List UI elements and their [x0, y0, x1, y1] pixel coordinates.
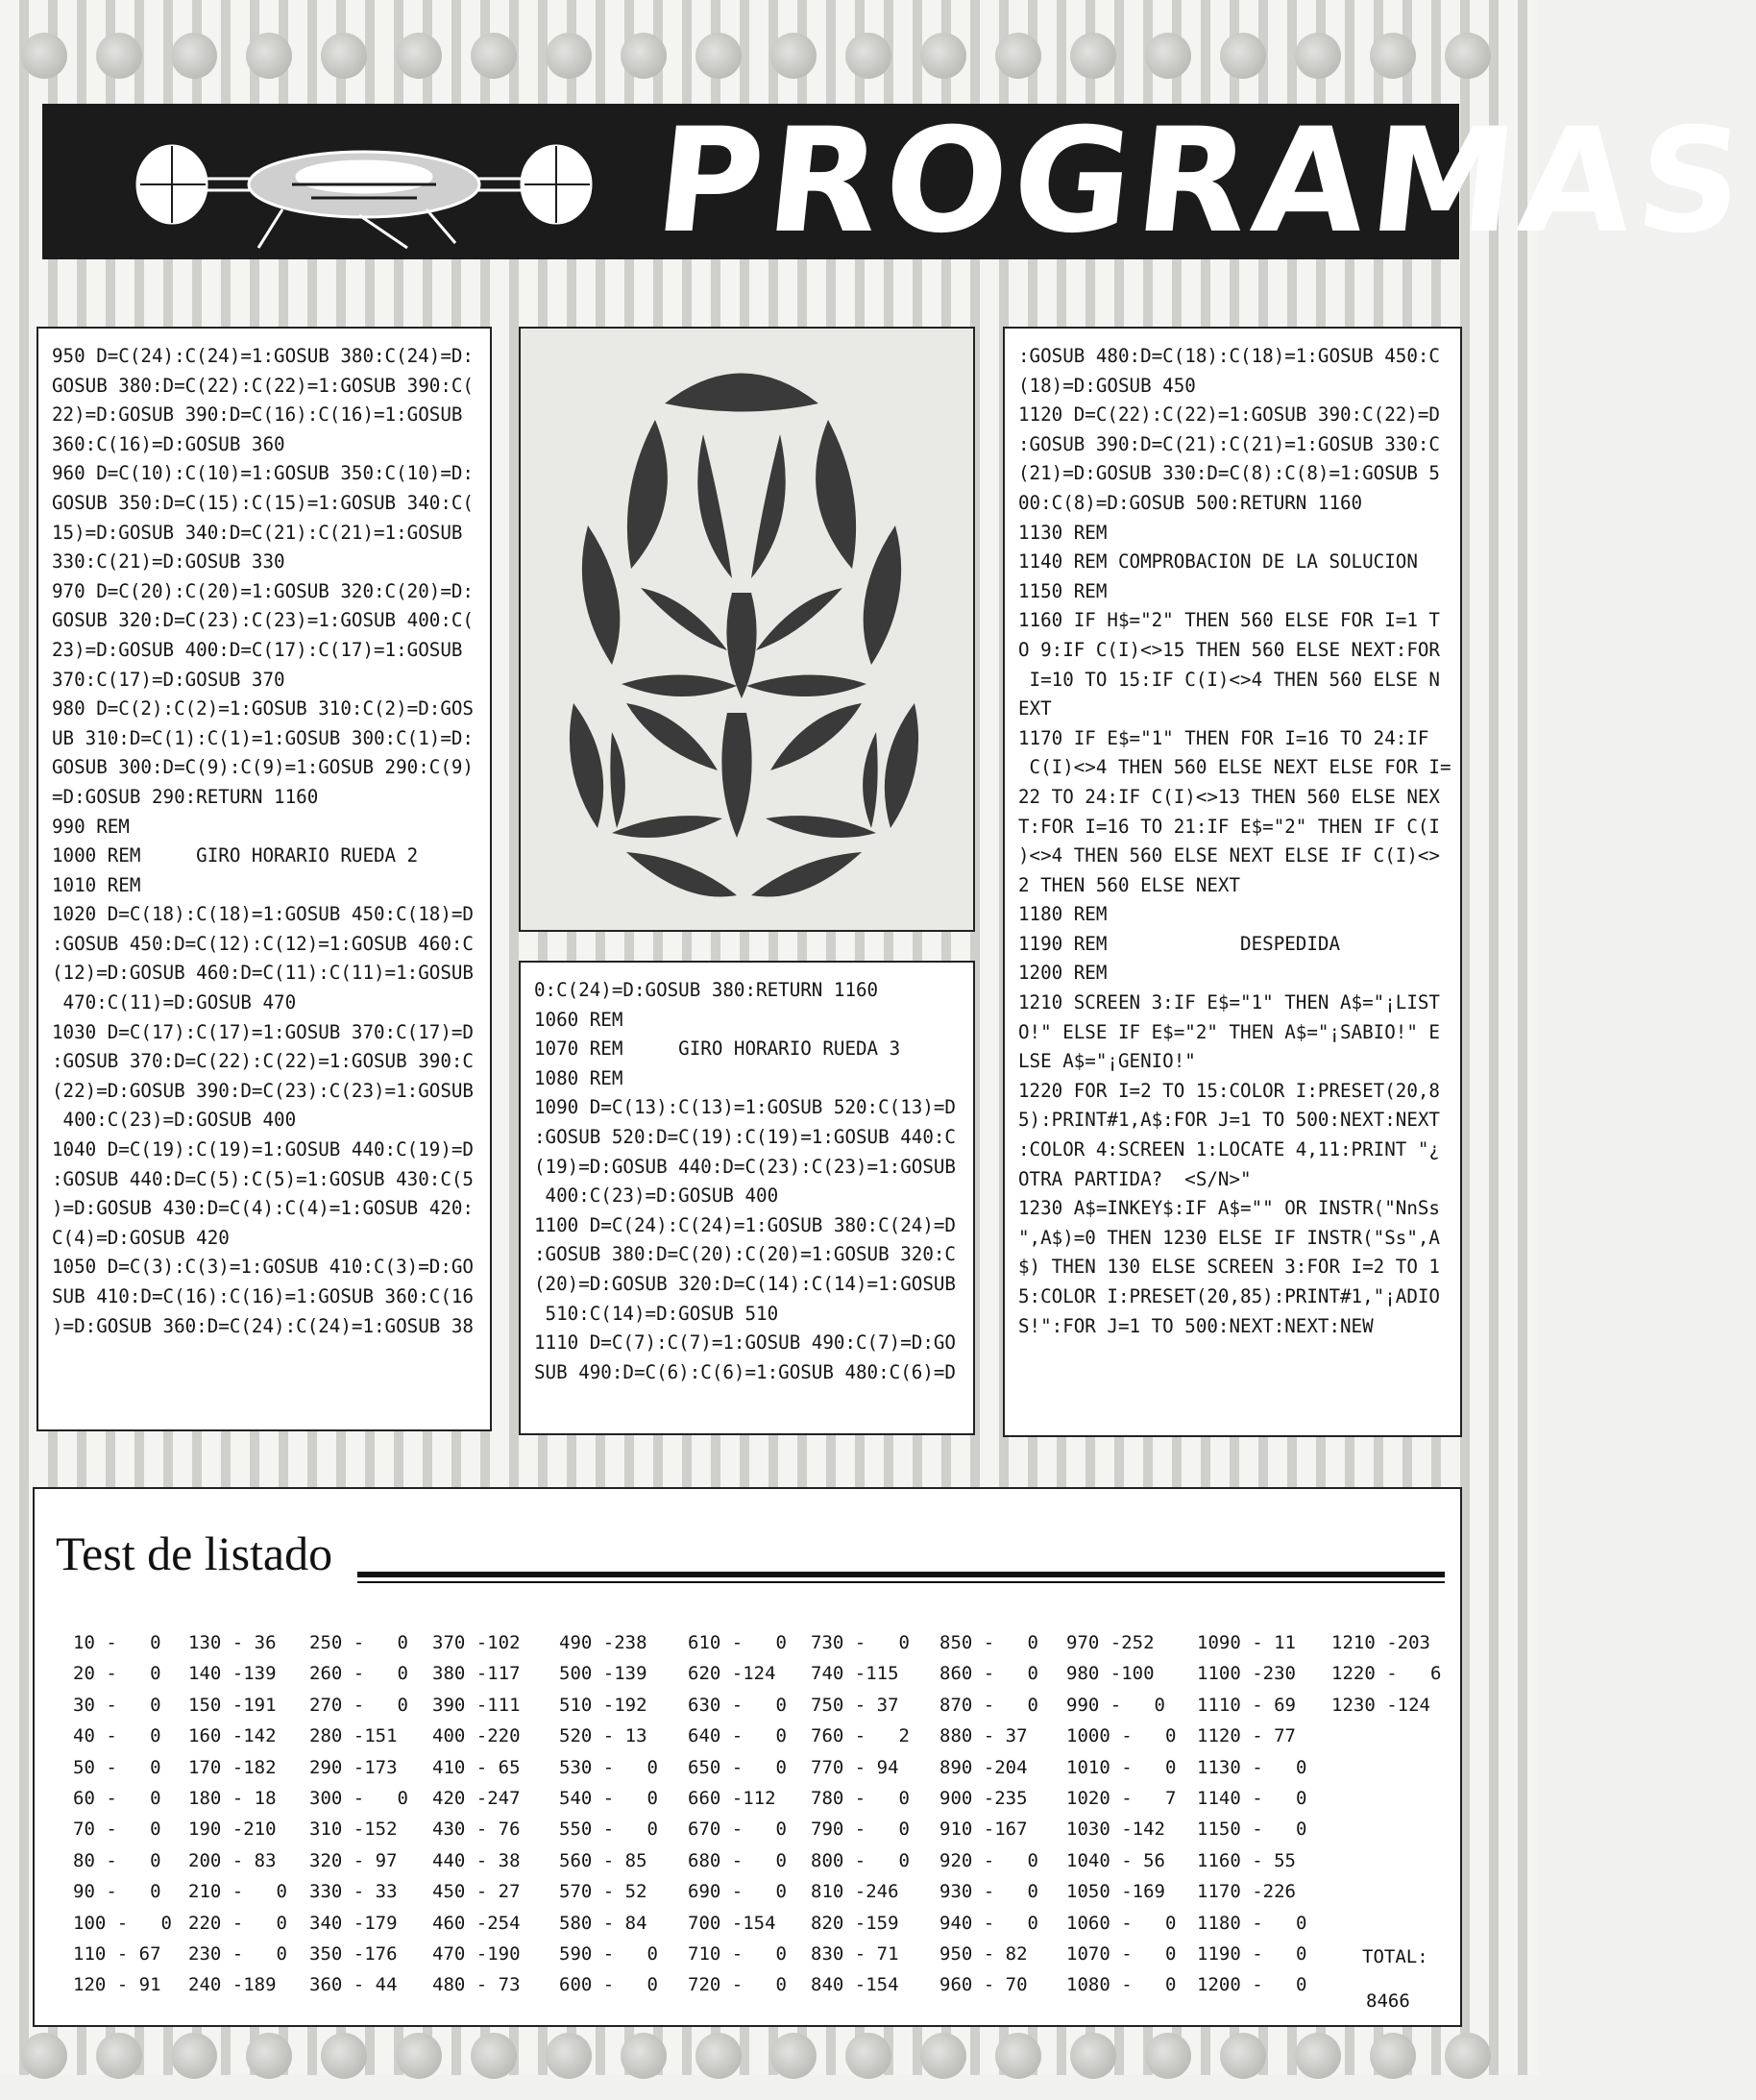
- title-rule-thin: [357, 1581, 1445, 1583]
- code-line: :GOSUB 380:D=C(20):C(20)=1:GOSUB 320:C: [534, 1243, 956, 1266]
- checksum-entry: 210 - 0: [188, 1881, 287, 1903]
- petal-pattern-graphic: [521, 329, 973, 930]
- code-lines: [534, 976, 965, 1387]
- code-line: SUB 410:D=C(16):C(16)=1:GOSUB 360:C(16: [52, 1285, 474, 1307]
- checksum-entry: 180 - 18: [188, 1787, 277, 1809]
- code-line: )=D:GOSUB 430:D=C(4):C(4)=1:GOSUB 420:: [52, 1197, 474, 1220]
- checksum-entry: 920 - 0: [939, 1849, 1038, 1871]
- code-lines: [52, 342, 482, 1341]
- checksum-entry: 970 -252: [1066, 1632, 1155, 1653]
- checksum-entry: 1060 - 0: [1066, 1912, 1177, 1934]
- checksum-entry: 290 -173: [309, 1756, 398, 1778]
- test-de-listado-panel: [33, 1487, 1462, 2027]
- total-value: 8466: [1366, 1990, 1410, 2012]
- checksum-entry: 400 -220: [432, 1725, 521, 1747]
- code-line: 1080 REM: [534, 1066, 623, 1089]
- checksum-entry: 580 - 84: [559, 1912, 647, 1934]
- code-line: 15)=D:GOSUB 340:D=C(21):C(21)=1:GOSUB: [52, 521, 463, 544]
- checksum-entry: 900 -235: [939, 1787, 1028, 1809]
- checksum-entry: 160 -142: [188, 1725, 277, 1747]
- checksum-entry: 850 - 0: [939, 1632, 1038, 1653]
- checksum-entry: 1190 - 0: [1197, 1942, 1307, 1965]
- checksum-column: [432, 1627, 521, 2001]
- code-line: =D:GOSUB 290:RETURN 1160: [52, 785, 319, 808]
- checksum-entry: 240 -189: [188, 1974, 277, 1996]
- code-line: 23)=D:GOSUB 400:D=C(17):C(17)=1:GOSUB: [52, 638, 463, 661]
- code-line: 2 THEN 560 ELSE NEXT: [1018, 873, 1241, 896]
- checksum-column: [1197, 1627, 1306, 2001]
- checksum-entry: 260 - 0: [309, 1663, 408, 1685]
- checksum-entry: 650 - 0: [688, 1756, 787, 1778]
- checksum-entry: 590 - 0: [559, 1942, 658, 1965]
- code-line: (22)=D:GOSUB 390:D=C(23):C(23)=1:GOSUB: [52, 1079, 474, 1102]
- code-line: C(I)<>4 THEN 560 ELSE NEXT ELSE FOR I=: [1018, 756, 1451, 779]
- checksum-entry: 540 - 0: [559, 1787, 658, 1809]
- checksum-entry: 1140 - 0: [1197, 1787, 1307, 1809]
- code-line: I=10 TO 15:IF C(I)<>4 THEN 560 ELSE N: [1018, 668, 1440, 691]
- code-line: 1120 D=C(22):C(22)=1:GOSUB 390:C(22)=D: [1018, 403, 1440, 427]
- code-line: (12)=D:GOSUB 460:D=C(11):C(11)=1:GOSUB: [52, 962, 474, 985]
- checksum-entry: 140 -139: [188, 1663, 277, 1685]
- checksum-entry: 620 -124: [688, 1663, 776, 1685]
- code-line: 00:C(8)=D:GOSUB 500:RETURN 1160: [1018, 491, 1363, 514]
- checksum-entry: 940 - 0: [939, 1912, 1038, 1934]
- checksum-entry: 640 - 0: [688, 1725, 787, 1747]
- code-line: GOSUB 350:D=C(15):C(15)=1:GOSUB 340:C(: [52, 491, 474, 514]
- checksum-column: [811, 1627, 910, 2001]
- code-line: :GOSUB 370:D=C(22):C(22)=1:GOSUB 390:C: [52, 1050, 474, 1073]
- checksum-entry: 40 - 0: [73, 1725, 161, 1747]
- code-line: (21)=D:GOSUB 330:D=C(8):C(8)=1:GOSUB 5: [1018, 462, 1440, 485]
- checksum-entry: 150 -191: [188, 1694, 277, 1716]
- code-line: 1200 REM: [1018, 962, 1108, 985]
- spaceship-illustration: [119, 113, 619, 257]
- checksum-entry: 130 - 36: [188, 1632, 277, 1653]
- code-line: T:FOR I=16 TO 21:IF E$="2" THEN IF C(I: [1018, 815, 1440, 838]
- checksum-entry: 60 - 0: [73, 1787, 161, 1809]
- checksum-entry: 390 -111: [432, 1694, 521, 1716]
- code-lines: [1018, 342, 1452, 1341]
- header-banner: [42, 98, 1756, 265]
- checksum-entry: 790 - 0: [811, 1819, 910, 1841]
- checksum-entry: 710 - 0: [688, 1942, 787, 1965]
- code-line: 970 D=C(20):C(20)=1:GOSUB 320:C(20)=D:: [52, 579, 474, 602]
- code-line: 5):PRINT#1,A$:FOR J=1 TO 500:NEXT:NEXT: [1018, 1109, 1440, 1132]
- checksum-entry: 980 -100: [1066, 1663, 1155, 1685]
- checksum-entry: 690 - 0: [688, 1881, 787, 1903]
- checksum-entry: 1110 - 69: [1197, 1694, 1296, 1716]
- code-line: )<>4 THEN 560 ELSE NEXT ELSE IF C(I)<>: [1018, 844, 1440, 867]
- code-line: 1020 D=C(18):C(18)=1:GOSUB 450:C(18)=D: [52, 903, 474, 926]
- code-line: UB 310:D=C(1):C(1)=1:GOSUB 300:C(1)=D:: [52, 726, 474, 749]
- checksum-entry: 170 -182: [188, 1756, 277, 1778]
- code-line: 1110 D=C(7):C(7)=1:GOSUB 490:C(7)=D:GO: [534, 1331, 956, 1355]
- checksum-entry: 120 - 91: [73, 1974, 161, 1996]
- code-line: (20)=D:GOSUB 320:D=C(14):C(14)=1:GOSUB: [534, 1272, 956, 1295]
- code-line: 990 REM: [52, 815, 130, 838]
- code-line: :GOSUB 440:D=C(5):C(5)=1:GOSUB 430:C(5: [52, 1167, 474, 1190]
- checksum-entry: 950 - 82: [939, 1942, 1028, 1965]
- checksum-entry: 10 - 0: [73, 1632, 161, 1653]
- code-line: 22 TO 24:IF C(I)<>13 THEN 560 ELSE NEX: [1018, 785, 1440, 808]
- checksum-entry: 760 - 2: [811, 1725, 910, 1747]
- checksum-entry: 960 - 70: [939, 1974, 1028, 1996]
- checksum-entry: 930 - 0: [939, 1881, 1038, 1903]
- checksum-entry: 220 - 0: [188, 1912, 287, 1934]
- checksum-entry: 50 - 0: [73, 1756, 161, 1778]
- code-listing-column-1: [37, 327, 492, 1431]
- checksum-entry: 530 - 0: [559, 1756, 658, 1778]
- title-rule: [357, 1572, 1445, 1577]
- checksum-entry: 1090 - 11: [1197, 1632, 1296, 1653]
- code-line: 5:COLOR I:PRESET(20,85):PRINT#1,"¡ADIO: [1018, 1285, 1440, 1307]
- code-line: 1180 REM: [1018, 903, 1108, 926]
- checksum-entry: 600 - 0: [559, 1974, 658, 1996]
- code-listing-column-2: [519, 961, 975, 1435]
- checksum-entry: 770 - 94: [811, 1756, 899, 1778]
- checksum-entry: 740 -115: [811, 1663, 899, 1685]
- code-line: 370:C(17)=D:GOSUB 370: [52, 668, 285, 691]
- checksum-entry: 1120 - 77: [1197, 1725, 1296, 1747]
- checksum-entry: 1130 - 0: [1197, 1756, 1307, 1778]
- checksum-entry: 380 -117: [432, 1663, 521, 1685]
- code-line: GOSUB 320:D=C(23):C(23)=1:GOSUB 400:C(: [52, 609, 474, 632]
- checksum-entry: 90 - 0: [73, 1881, 161, 1903]
- checksum-entry: 300 - 0: [309, 1787, 408, 1809]
- checksum-entry: 20 - 0: [73, 1663, 161, 1685]
- code-line: S!":FOR J=1 TO 500:NEXT:NEXT:NEW: [1018, 1314, 1374, 1337]
- checksum-entry: 1020 - 7: [1066, 1787, 1177, 1809]
- code-line: 470:C(11)=D:GOSUB 470: [52, 991, 297, 1014]
- code-line: C(4)=D:GOSUB 420: [52, 1226, 230, 1249]
- checksum-entry: 720 - 0: [688, 1974, 787, 1996]
- checksum-entry: 30 - 0: [73, 1694, 161, 1716]
- code-line: 1150 REM: [1018, 579, 1108, 602]
- checksum-column: [1066, 1627, 1176, 2001]
- checksum-entry: 860 - 0: [939, 1663, 1038, 1685]
- checksum-entry: 510 -192: [559, 1694, 647, 1716]
- checksum-entry: 1010 - 0: [1066, 1756, 1177, 1778]
- checksum-entry: 680 - 0: [688, 1849, 787, 1871]
- checksum-entry: 840 -154: [811, 1974, 899, 1996]
- checksum-column: [73, 1627, 172, 2001]
- code-line: 1210 SCREEN 3:IF E$="1" THEN A$="¡LIST: [1018, 991, 1440, 1014]
- code-line: 1170 IF E$="1" THEN FOR I=16 TO 24:IF: [1018, 726, 1429, 749]
- top-perforation: [0, 33, 1539, 100]
- checksum-column: [1331, 1627, 1441, 1721]
- code-line: 1090 D=C(13):C(13)=1:GOSUB 520:C(13)=D: [534, 1096, 956, 1119]
- code-line: 0:C(24)=D:GOSUB 380:RETURN 1160: [534, 979, 879, 1001]
- code-line: 1060 REM: [534, 1008, 623, 1031]
- checksum-entry: 1100 -230: [1197, 1663, 1296, 1685]
- checksum-entry: 480 - 73: [432, 1974, 521, 1996]
- checksum-entry: 810 -246: [811, 1881, 899, 1903]
- checksum-entry: 910 -167: [939, 1819, 1028, 1841]
- checksum-entry: 440 - 38: [432, 1849, 521, 1871]
- checksum-entry: 800 - 0: [811, 1849, 910, 1871]
- code-line: SUB 490:D=C(6):C(6)=1:GOSUB 480:C(6)=D: [534, 1360, 956, 1383]
- code-line: 1030 D=C(17):C(17)=1:GOSUB 370:C(17)=D: [52, 1020, 474, 1043]
- checksum-entry: 1160 - 55: [1197, 1849, 1296, 1871]
- checksum-entry: 200 - 83: [188, 1849, 277, 1871]
- code-line: (19)=D:GOSUB 440:D=C(23):C(23)=1:GOSUB: [534, 1155, 956, 1178]
- checksum-entry: 830 - 71: [811, 1942, 899, 1965]
- checksum-entry: 500 -139: [559, 1663, 647, 1685]
- checksum-entry: 270 - 0: [309, 1694, 408, 1716]
- code-line: 360:C(16)=D:GOSUB 360: [52, 432, 285, 455]
- test-title: Test de listado: [56, 1526, 333, 1580]
- checksum-entry: 1220 - 6: [1331, 1663, 1442, 1685]
- checksum-entry: 1180 - 0: [1197, 1912, 1307, 1934]
- code-listing-column-3: [1003, 327, 1462, 1437]
- checksum-entry: 610 - 0: [688, 1632, 787, 1653]
- code-line: :GOSUB 520:D=C(19):C(19)=1:GOSUB 440:C: [534, 1125, 956, 1148]
- code-line: 1230 A$=INKEY$:IF A$="" OR INSTR("NnSs: [1018, 1197, 1440, 1220]
- checksum-column: [309, 1627, 408, 2001]
- checksum-entry: 110 - 67: [73, 1942, 161, 1965]
- code-line: 1000 REM GIRO HORARIO RUEDA 2: [52, 844, 419, 867]
- checksum-entry: 1080 - 0: [1066, 1974, 1177, 1996]
- checksum-entry: 560 - 85: [559, 1849, 647, 1871]
- code-line: :GOSUB 390:D=C(21):C(21)=1:GOSUB 330:C: [1018, 432, 1440, 455]
- total-label: TOTAL:: [1362, 1946, 1428, 1967]
- checksum-entry: 1170 -226: [1197, 1881, 1296, 1903]
- checksum-entry: 990 - 0: [1066, 1694, 1165, 1716]
- checksum-entry: 820 -159: [811, 1912, 899, 1934]
- checksum-entry: 350 -176: [309, 1942, 398, 1965]
- code-line: (18)=D:GOSUB 450: [1018, 374, 1196, 397]
- checksum-entry: 1030 -142: [1066, 1819, 1165, 1841]
- checksum-entry: 190 -210: [188, 1819, 277, 1841]
- checksum-entry: 320 - 97: [309, 1849, 398, 1871]
- code-line: 1100 D=C(24):C(24)=1:GOSUB 380:C(24)=D: [534, 1213, 956, 1236]
- code-line: 980 D=C(2):C(2)=1:GOSUB 310:C(2)=D:GOS: [52, 697, 474, 720]
- checksum-entry: 660 -112: [688, 1787, 776, 1809]
- checksum-entry: 230 - 0: [188, 1942, 287, 1965]
- checksum-entry: 1230 -124: [1331, 1694, 1430, 1716]
- checksum-entry: 1210 -203: [1331, 1632, 1430, 1653]
- checksum-entry: 310 -152: [309, 1819, 398, 1841]
- code-line: :GOSUB 480:D=C(18):C(18)=1:GOSUB 450:C: [1018, 345, 1440, 367]
- bottom-perforation: [0, 2033, 1539, 2100]
- checksum-entry: 450 - 27: [432, 1881, 521, 1903]
- page-title: PROGRAMAS: [647, 98, 1756, 265]
- code-line: 1130 REM: [1018, 521, 1108, 544]
- checksum-entry: 880 - 37: [939, 1725, 1028, 1747]
- code-line: 1070 REM GIRO HORARIO RUEDA 3: [534, 1038, 901, 1061]
- checksum-entry: 570 - 52: [559, 1881, 647, 1903]
- checksum-entry: 250 - 0: [309, 1632, 408, 1653]
- code-line: 1160 IF H$="2" THEN 560 ELSE FOR I=1 T: [1018, 609, 1440, 632]
- checksum-entry: 410 - 65: [432, 1756, 521, 1778]
- code-line: 510:C(14)=D:GOSUB 510: [534, 1302, 779, 1325]
- checksum-column: [939, 1627, 1038, 2001]
- code-line: GOSUB 380:D=C(22):C(22)=1:GOSUB 390:C(: [52, 374, 474, 397]
- checksum-entry: 890 -204: [939, 1756, 1028, 1778]
- checksum-entry: 1000 - 0: [1066, 1725, 1177, 1747]
- checksum-entry: 550 - 0: [559, 1819, 658, 1841]
- checksum-entry: 1150 - 0: [1197, 1819, 1307, 1841]
- checksum-column: [688, 1627, 787, 2001]
- code-line: 22)=D:GOSUB 390:D=C(16):C(16)=1:GOSUB: [52, 403, 463, 427]
- checksum-entry: 1200 - 0: [1197, 1974, 1307, 1996]
- code-line: 400:C(23)=D:GOSUB 400: [534, 1184, 779, 1208]
- code-line: ",A$)=0 THEN 1230 ELSE IF INSTR("Ss",A: [1018, 1226, 1440, 1249]
- checksum-column: [559, 1627, 658, 2001]
- checksum-entry: 1050 -169: [1066, 1881, 1165, 1903]
- code-line: 1040 D=C(19):C(19)=1:GOSUB 440:C(19)=D: [52, 1138, 474, 1161]
- code-line: :GOSUB 450:D=C(12):C(12)=1:GOSUB 460:C: [52, 932, 474, 955]
- checksum-entry: 700 -154: [688, 1912, 776, 1934]
- checksum-entry: 490 -238: [559, 1632, 647, 1653]
- checksum-entry: 360 - 44: [309, 1974, 398, 1996]
- code-line: 1220 FOR I=2 TO 15:COLOR I:PRESET(20,8: [1018, 1079, 1440, 1102]
- checksum-entry: 430 - 76: [432, 1819, 521, 1841]
- checksum-entry: 870 - 0: [939, 1694, 1038, 1716]
- checksum-entry: 100 - 0: [73, 1912, 172, 1934]
- code-line: 1050 D=C(3):C(3)=1:GOSUB 410:C(3)=D:GO: [52, 1256, 474, 1279]
- checksum-entry: 70 - 0: [73, 1819, 161, 1841]
- code-line: LSE A$="¡GENIO!": [1018, 1050, 1196, 1073]
- code-line: 330:C(21)=D:GOSUB 330: [52, 550, 285, 574]
- code-line: 960 D=C(10):C(10)=1:GOSUB 350:C(10)=D:: [52, 462, 474, 485]
- geometric-flower-illustration: [519, 327, 975, 932]
- checksum-entry: 1040 - 56: [1066, 1849, 1165, 1871]
- code-line: 1010 REM: [52, 873, 141, 896]
- checksum-entry: 420 -247: [432, 1787, 521, 1809]
- checksum-entry: 750 - 37: [811, 1694, 899, 1716]
- code-line: 1140 REM COMPROBACION DE LA SOLUCION: [1018, 550, 1418, 574]
- checksum-entry: 630 - 0: [688, 1694, 787, 1716]
- code-line: OTRA PARTIDA? <S/N>": [1018, 1167, 1252, 1190]
- checksum-column: [188, 1627, 287, 2001]
- code-line: O 9:IF C(I)<>15 THEN 560 ELSE NEXT:FOR: [1018, 638, 1440, 661]
- checksum-entry: 340 -179: [309, 1912, 398, 1934]
- code-line: O!" ELSE IF E$="2" THEN A$="¡SABIO!" E: [1018, 1020, 1440, 1043]
- code-line: GOSUB 300:D=C(9):C(9)=1:GOSUB 290:C(9): [52, 756, 474, 779]
- checksum-entry: 470 -190: [432, 1942, 521, 1965]
- checksum-entry: 80 - 0: [73, 1849, 161, 1871]
- code-line: EXT: [1018, 697, 1052, 720]
- checksum-entry: 330 - 33: [309, 1881, 398, 1903]
- checksum-entry: 730 - 0: [811, 1632, 910, 1653]
- code-line: 950 D=C(24):C(24)=1:GOSUB 380:C(24)=D:: [52, 345, 474, 367]
- code-line: 400:C(23)=D:GOSUB 400: [52, 1109, 297, 1132]
- code-line: $) THEN 130 ELSE SCREEN 3:FOR I=2 TO 1: [1018, 1256, 1440, 1279]
- checksum-entry: 370 -102: [432, 1632, 521, 1653]
- code-line: :COLOR 4:SCREEN 1:LOCATE 4,11:PRINT "¿: [1018, 1138, 1440, 1161]
- checksum-entry: 280 -151: [309, 1725, 398, 1747]
- checksum-entry: 460 -254: [432, 1912, 521, 1934]
- code-line: 1190 REM DESPEDIDA: [1018, 932, 1341, 955]
- checksum-entry: 780 - 0: [811, 1787, 910, 1809]
- checksum-entry: 1070 - 0: [1066, 1942, 1177, 1965]
- checksum-entry: 670 - 0: [688, 1819, 787, 1841]
- checksum-entry: 520 - 13: [559, 1725, 647, 1747]
- code-line: )=D:GOSUB 360:D=C(24):C(24)=1:GOSUB 38: [52, 1314, 474, 1337]
